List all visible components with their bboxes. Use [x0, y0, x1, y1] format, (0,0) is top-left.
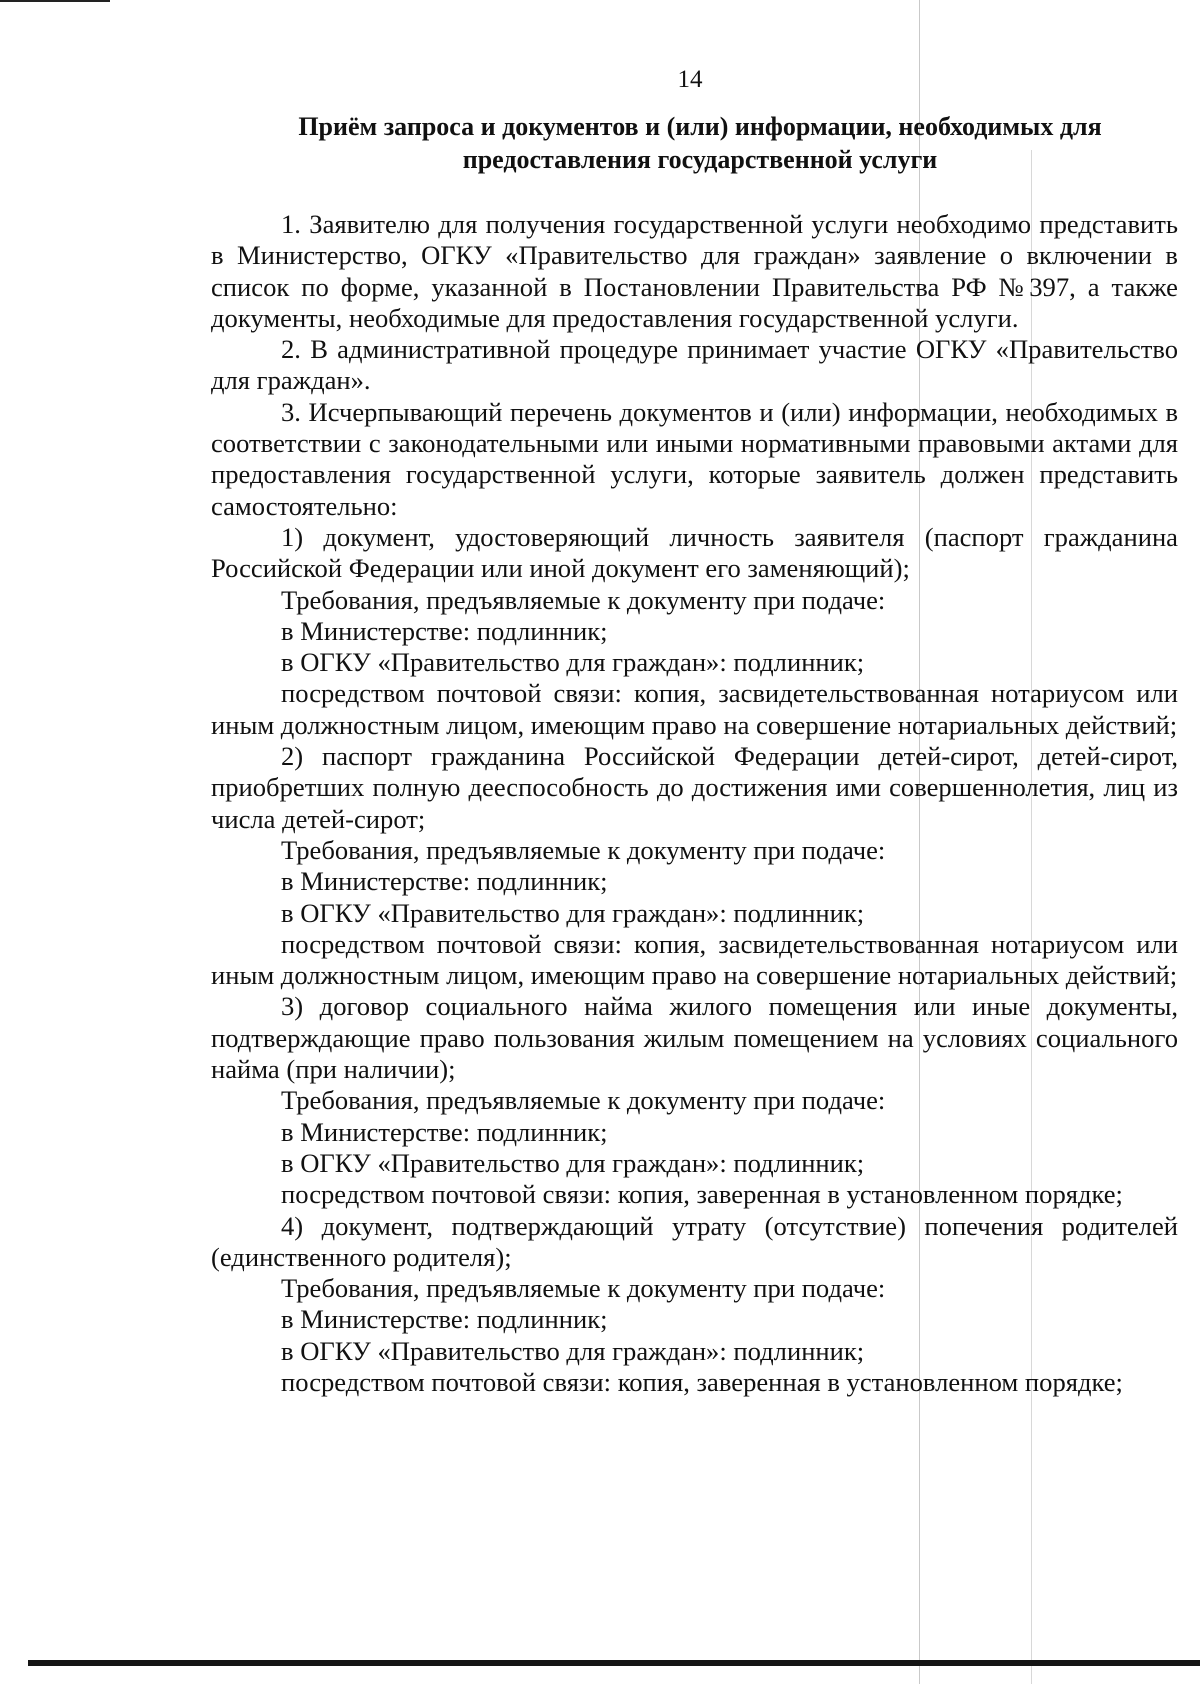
requirement-item: посредством почтовой связи: копия, заверенная в установленном порядке; — [281, 1366, 1123, 1397]
requirement-item: в ОГКУ «Правительство для граждан»: подлинник; — [281, 1147, 865, 1178]
section-title-line: предоставления государственной услуги — [462, 145, 938, 174]
requirements-heading: Требования, предъявляемые к документу при подаче: — [281, 1273, 886, 1304]
document-body — [211, 209, 1178, 1398]
requirement-item: в ОГКУ «Правительство для граждан»: подлинник; — [281, 1335, 865, 1366]
requirement-item: посредством почтовой связи: копия, засвидетельствованная нотариусом или иным должностным лицом, имеющим право на совершение нотариальных действий; — [211, 928, 1178, 991]
list-item: 4) документ, подтверждающий утрату (отсутствие) попечения родителей (единственного родителя); — [211, 1210, 1178, 1272]
requirement-item: посредством почтовой связи: копия, заверенная в установленном порядке; — [281, 1179, 1123, 1210]
scan-edge-mark — [0, 0, 110, 2]
list-item: 3) договор социального найма жилого помещения или иные документы, подтверждающие право пользования жилым помещением на условиях социального найма (при наличии); — [211, 991, 1178, 1085]
requirement-item: в Министерстве: подлинник; — [281, 1116, 608, 1147]
requirements-heading: Требования, предъявляемые к документу при подаче: — [281, 584, 886, 615]
list-item: 1) документ, удостоверяющий личность заявителя (паспорт гражданина Российской Федерации или иной документ его заменяющий); — [211, 521, 1178, 584]
scan-bottom-edge — [28, 1660, 1200, 1666]
requirement-item: в Министерстве: подлинник; — [281, 1304, 608, 1335]
list-item: 2) паспорт гражданина Российской Федерации детей-сирот, детей-сирот, приобретших полную дееспособность до достижения ими совершеннолетия, лиц из числа детей-сирот; — [211, 741, 1178, 834]
requirement-item: посредством почтовой связи: копия, засвидетельствованная нотариусом или иным должностным лицом, имеющим право на совершение нотариальных действий; — [211, 678, 1178, 740]
section-title — [200, 110, 1200, 176]
paragraph: 3. Исчерпывающий перечень документов и (или) информации, необходимых в соответствии с законодательными или иными нормативными правовыми актами для предоставления государственной услуги, которые заявитель должен представить самостоятельно: — [211, 396, 1178, 521]
requirement-item: в Министерстве: подлинник; — [281, 615, 608, 646]
requirements-heading: Требования, предъявляемые к документу при подаче: — [281, 834, 886, 865]
paragraph: 1. Заявителю для получения государственной услуги необходимо представить в Министерство, ОГКУ «Правительство для граждан» заявление о включении в список по форме, указанной в Постановлении Правительства РФ №397, а также документы, необходимые для предоставления государственной услуги. — [211, 209, 1178, 333]
requirement-item: в ОГКУ «Правительство для граждан»: подлинник; — [281, 897, 865, 928]
paragraph: 2. В административной процедуре принимает участие ОГКУ «Правительство для граждан». — [211, 334, 1178, 396]
requirement-item: в ОГКУ «Правительство для граждан»: подлинник; — [281, 647, 865, 678]
requirement-item: в Министерстве: подлинник; — [281, 866, 608, 897]
section-title-line: Приём запроса и документов и (или) информации, необходимых для — [298, 112, 1102, 141]
requirements-heading: Требования, предъявляемые к документу при подаче: — [281, 1085, 886, 1116]
page-number: 14 — [677, 66, 703, 93]
